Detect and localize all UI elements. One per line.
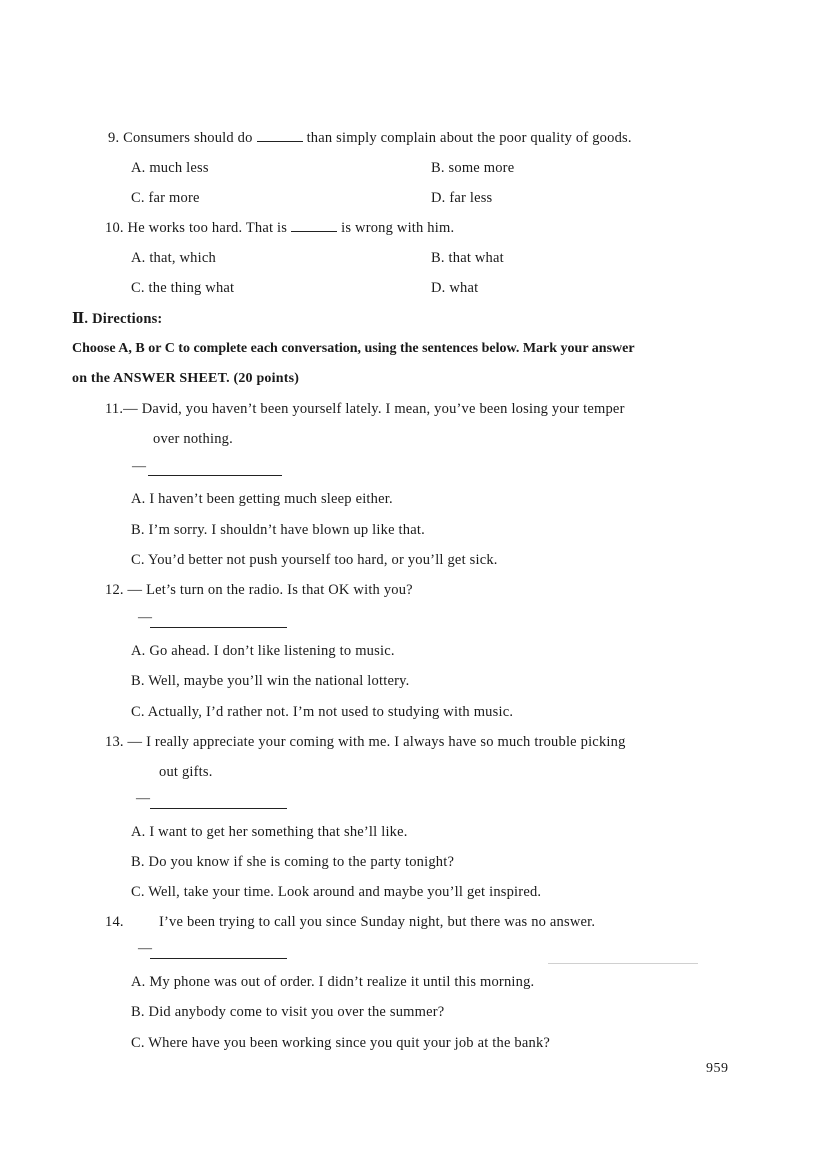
q13-option-a: A. I want to get her something that she’ll like. [131, 824, 408, 840]
q14-option-c: C. Where have you been working since you quit your job at the bank? [131, 1035, 551, 1051]
q13-prompt-line1: 13. — I really appreciate your coming with me. I always have so much trouble picking [105, 734, 626, 750]
q13-answer-dash: — [136, 791, 150, 806]
q11-answer-dash: — [132, 459, 146, 474]
q14-number: 14. [105, 914, 124, 930]
section-instruction-line2: on the ANSWER SHEET. (20 points) [72, 371, 300, 386]
q9-stem-after: than simply complain about the poor quality of goods. [306, 130, 632, 146]
page-number: 959 [706, 1061, 729, 1076]
q14-answer-dash: — [138, 941, 152, 956]
q12-prompt: 12. — Let’s turn on the radio. Is that OK with you? [105, 582, 413, 598]
q13-option-b: B. Do you know if she is coming to the party tonight? [131, 854, 455, 870]
q11-option-a: A. I haven’t been getting much sleep either. [131, 491, 393, 507]
q14-prompt: I’ve been trying to call you since Sunday night, but there was no answer. [159, 914, 596, 930]
q14-option-b: B. Did anybody come to visit you over the summer? [131, 1004, 445, 1020]
q13-prompt-line2: out gifts. [159, 764, 213, 780]
q10-option-b: B. that what [431, 250, 504, 266]
q12-option-c: C. Actually, I’d rather not. I’m not used to studying with music. [131, 704, 514, 720]
q14-faint-rule [548, 963, 698, 964]
q14-option-a: A. My phone was out of order. I didn’t realize it until this morning. [131, 974, 535, 990]
q10-stem-after: is wrong with him. [341, 220, 455, 236]
q9-blank [257, 129, 303, 142]
q9-option-c: C. far more [131, 190, 200, 206]
section-instruction-line1: Choose A, B or C to complete each conversation, using the sentences below. Mark your answer [72, 341, 635, 356]
q11-answer-line [148, 475, 282, 476]
q11-option-c: C. You’d better not push yourself too hard, or you’ll get sick. [131, 552, 498, 568]
q10-stem-before: 10. He works too hard. That is [105, 220, 288, 236]
q9-stem-before: 9. Consumers should do [108, 130, 253, 146]
q10-option-d: D. what [431, 280, 479, 296]
q14-answer-line [150, 958, 287, 959]
q12-answer-line [150, 627, 287, 628]
q9-option-d: D. far less [431, 190, 493, 206]
q12-option-b: B. Well, maybe you’ll win the national lottery. [131, 673, 410, 689]
q12-answer-dash: — [138, 610, 152, 625]
q13-answer-line [150, 808, 287, 809]
q11-prompt-line1: 11.— David, you haven’t been yourself lately. I mean, you’ve been losing your temper [105, 401, 625, 417]
q9-option-b: B. some more [431, 160, 515, 176]
q10-stem [105, 219, 454, 237]
q11-prompt-line2: over nothing. [153, 431, 233, 447]
section-heading: Ⅱ. Directions: [72, 311, 163, 327]
q10-option-c: C. the thing what [131, 280, 235, 296]
q9-option-a: A. much less [131, 160, 209, 176]
q11-option-b: B. I’m sorry. I shouldn’t have blown up like that. [131, 522, 425, 538]
q13-option-c: C. Well, take your time. Look around and maybe you’ll get inspired. [131, 884, 542, 900]
q9-stem [108, 129, 632, 147]
q10-blank [291, 219, 337, 232]
q10-option-a: A. that, which [131, 250, 216, 266]
q12-option-a: A. Go ahead. I don’t like listening to music. [131, 643, 395, 659]
